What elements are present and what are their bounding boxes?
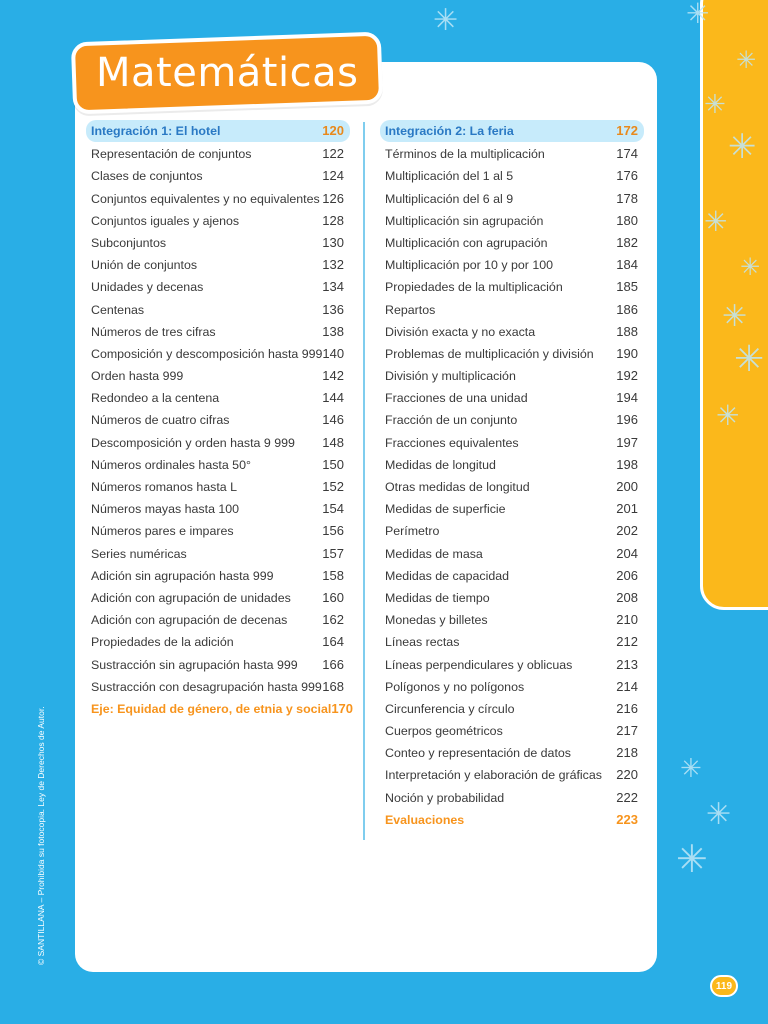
- toc-entry[interactable]: [86, 609, 350, 631]
- toc-evaluations-entry[interactable]: [380, 809, 644, 831]
- toc-entry[interactable]: [86, 654, 350, 676]
- snowflake-icon: ✳: [433, 3, 459, 38]
- toc-page: 178: [616, 190, 638, 206]
- toc-page: 222: [616, 789, 638, 805]
- toc-label: Medidas de tiempo: [385, 590, 490, 605]
- page-title: Matemáticas: [95, 50, 359, 96]
- toc-label: Evaluaciones: [385, 812, 465, 827]
- toc-entry[interactable]: [86, 365, 350, 387]
- toc-entry[interactable]: [380, 520, 644, 542]
- toc-page: 201: [616, 501, 638, 517]
- toc-label: Números romanos hasta L: [91, 480, 238, 494]
- toc-label: Orden hasta 999: [91, 369, 184, 384]
- toc-entry[interactable]: [380, 476, 644, 498]
- toc-label: Números de tres cifras: [91, 324, 216, 339]
- toc-page: 144: [322, 390, 344, 406]
- toc-page: 208: [616, 589, 638, 605]
- toc-entry[interactable]: [380, 587, 644, 609]
- toc-label: Otras medidas de longitud: [385, 480, 530, 494]
- toc-section-header[interactable]: [380, 120, 644, 142]
- toc-entry[interactable]: [380, 720, 644, 742]
- toc-page: 166: [322, 656, 344, 672]
- toc-page: 122: [322, 146, 344, 162]
- toc-page: 170: [331, 700, 354, 716]
- toc-label: Unidades y decenas: [91, 280, 204, 295]
- toc-label: Multiplicación sin agrupación: [385, 213, 544, 228]
- toc-label: Interpretación y elaboración de gráficas: [385, 768, 602, 783]
- snowflake-icon: ✳: [686, 0, 710, 30]
- title-plate: [71, 32, 383, 115]
- toc-label: Subconjuntos: [91, 235, 167, 250]
- toc-page: 212: [616, 634, 638, 650]
- toc-page: 176: [616, 168, 638, 184]
- toc-page: 198: [616, 456, 638, 472]
- toc-label: Números ordinales hasta 50°: [91, 457, 251, 472]
- toc-entry[interactable]: [86, 587, 350, 609]
- toc-entry[interactable]: [380, 742, 644, 764]
- toc-entry[interactable]: [86, 387, 350, 409]
- toc-page: 142: [322, 368, 344, 384]
- toc-entry[interactable]: [380, 654, 644, 676]
- toc-page: 184: [616, 257, 638, 273]
- toc-page: 204: [616, 545, 638, 561]
- toc-page: 216: [616, 700, 638, 716]
- toc-entry[interactable]: [86, 299, 350, 321]
- toc-entry[interactable]: [86, 565, 350, 587]
- toc-entry[interactable]: [380, 543, 644, 565]
- toc-entry[interactable]: [380, 387, 644, 409]
- toc-page: 223: [616, 811, 638, 827]
- toc-label: Circunferencia y círculo: [385, 701, 515, 716]
- toc-label: Multiplicación con agrupación: [385, 235, 548, 250]
- toc-entry[interactable]: [380, 764, 644, 786]
- toc-page: 134: [322, 279, 344, 295]
- toc-label: División exacta y no exacta: [385, 324, 536, 339]
- toc-page: 172: [616, 123, 638, 138]
- toc-page: 192: [616, 368, 638, 384]
- toc-label: Medidas de capacidad: [385, 568, 509, 583]
- toc-page: 197: [616, 434, 638, 450]
- toc-label: Líneas rectas: [385, 635, 460, 650]
- toc-page: 186: [616, 301, 638, 317]
- toc-entry[interactable]: [86, 232, 350, 254]
- toc-entry[interactable]: [380, 188, 644, 210]
- toc-page: 160: [322, 589, 344, 605]
- toc-entry[interactable]: [380, 365, 644, 387]
- toc-label: Centenas: [91, 302, 145, 317]
- toc-label: Repartos: [385, 302, 436, 317]
- toc-entry[interactable]: [380, 454, 644, 476]
- snowflake-icon: ✳: [736, 46, 757, 74]
- toc-label: Medidas de masa: [385, 546, 483, 561]
- toc-label: Descomposición y orden hasta 9 999: [91, 435, 295, 450]
- toc-page: 220: [616, 767, 638, 783]
- toc-label: Eje: Equidad de género, de etnia y social: [91, 701, 332, 716]
- toc-label: Integración 1: El hotel: [91, 124, 221, 138]
- page-number: 119: [715, 980, 733, 992]
- toc-entry[interactable]: [86, 676, 350, 698]
- toc-label: Polígonos y no polígonos: [385, 679, 525, 694]
- toc-entry[interactable]: [86, 543, 350, 565]
- toc-page: 190: [616, 345, 638, 361]
- toc-entry[interactable]: [380, 609, 644, 631]
- toc-label: Multiplicación por 10 y por 100: [385, 258, 554, 273]
- toc-label: Multiplicación del 1 al 5: [385, 169, 514, 184]
- toc-entry[interactable]: [380, 254, 644, 276]
- snowflake-icon: ✳: [716, 399, 740, 432]
- page-number-badge: [710, 975, 738, 997]
- toc-page: 210: [616, 612, 638, 628]
- toc-label: Clases de conjuntos: [91, 169, 203, 184]
- toc-entry[interactable]: [86, 409, 350, 431]
- toc-page: 218: [616, 745, 638, 761]
- toc-label: Noción y probabilidad: [385, 790, 505, 805]
- toc-page: 130: [322, 234, 344, 250]
- toc-entry[interactable]: [380, 787, 644, 809]
- toc-page: 206: [616, 567, 638, 583]
- toc-right-column: [380, 120, 644, 831]
- toc-page: 156: [322, 523, 344, 539]
- toc-label: Composición y descomposición hasta 999: [91, 346, 323, 361]
- toc-page: 194: [616, 390, 638, 406]
- toc-page: 182: [616, 234, 638, 250]
- snowflake-icon: ✳: [680, 754, 702, 784]
- toc-page: 174: [616, 146, 638, 162]
- toc-page: 128: [322, 212, 344, 228]
- column-divider: [363, 122, 365, 840]
- toc-label: Problemas de multiplicación y división: [385, 346, 594, 361]
- toc-left-column: [86, 120, 354, 720]
- toc-entry[interactable]: [380, 631, 644, 653]
- toc-entry[interactable]: [86, 432, 350, 454]
- toc-entry[interactable]: [380, 676, 644, 698]
- toc-label: División y multiplicación: [385, 369, 516, 384]
- toc-entry[interactable]: [86, 631, 350, 653]
- toc-entry[interactable]: [380, 498, 644, 520]
- toc-label: Monedas y billetes: [385, 613, 488, 628]
- toc-page: 150: [322, 456, 344, 472]
- toc-page: 162: [322, 612, 344, 628]
- toc-label: Medidas de longitud: [385, 457, 496, 472]
- toc-label: Términos de la multiplicación: [385, 147, 545, 162]
- toc-entry[interactable]: [86, 520, 350, 542]
- toc-axis-entry[interactable]: [86, 698, 354, 720]
- toc-label: Perímetro: [385, 524, 440, 539]
- toc-label: Fracciones equivalentes: [385, 435, 519, 450]
- snowflake-icon: ✳: [706, 797, 732, 832]
- toc-label: Propiedades de la multiplicación: [385, 280, 563, 295]
- toc-section-header[interactable]: [86, 120, 350, 142]
- toc-label: Adición con agrupación de decenas: [91, 613, 288, 628]
- toc-label: Unión de conjuntos: [91, 258, 198, 273]
- toc-entry[interactable]: [380, 276, 644, 298]
- toc-label: Multiplicación del 6 al 9: [385, 191, 514, 206]
- toc-page: 158: [322, 567, 344, 583]
- snowflake-icon: ✳: [722, 299, 748, 334]
- toc-page: 136: [322, 301, 344, 317]
- toc-label: Sustracción con desagrupación hasta 999: [91, 679, 322, 694]
- toc-page: 185: [616, 279, 638, 295]
- snowflake-icon: ✳: [704, 90, 726, 120]
- toc-page: 154: [322, 501, 344, 517]
- toc-entry[interactable]: [86, 343, 350, 365]
- copyright-notice: © SANTILLANA – Prohibida su fotocopia. Ley de Derechos de Autor.: [36, 706, 46, 965]
- toc-page: 148: [322, 434, 344, 450]
- toc-page: 213: [616, 656, 638, 672]
- toc-page: 140: [322, 345, 345, 361]
- toc-entry[interactable]: [380, 343, 644, 365]
- toc-entry[interactable]: [380, 143, 644, 165]
- toc-page: 188: [616, 323, 638, 339]
- toc-label: Cuerpos geométricos: [385, 724, 503, 739]
- toc-entry[interactable]: [380, 299, 644, 321]
- toc-entry[interactable]: [380, 432, 644, 454]
- toc-label: Números mayas hasta 100: [91, 502, 240, 517]
- toc-entry[interactable]: [86, 276, 350, 298]
- toc-label: Conteo y representación de datos: [385, 746, 571, 761]
- snowflake-icon: ✳: [740, 253, 761, 281]
- toc-page: 200: [616, 479, 638, 494]
- toc-label: Adición sin agrupación hasta 999: [91, 568, 274, 583]
- toc-page: 168: [322, 678, 344, 694]
- toc-page: 202: [616, 523, 638, 539]
- snowflake-icon: ✳: [734, 339, 765, 380]
- toc-page: 152: [322, 479, 344, 494]
- toc-label: Conjuntos equivalentes y no equivalentes: [91, 191, 320, 206]
- snowflake-icon: ✳: [728, 127, 757, 167]
- toc-entry[interactable]: [86, 476, 350, 498]
- toc-entry[interactable]: [380, 698, 644, 720]
- toc-entry[interactable]: [380, 409, 644, 431]
- toc-entry[interactable]: [86, 188, 350, 210]
- toc-page: 132: [322, 257, 344, 273]
- toc-page: 180: [616, 212, 638, 228]
- toc-label: Adición con agrupación de unidades: [91, 590, 291, 605]
- toc-entry[interactable]: [380, 565, 644, 587]
- toc-entry[interactable]: [86, 254, 350, 276]
- toc-entry[interactable]: [380, 210, 644, 232]
- toc-page: 138: [322, 323, 344, 339]
- toc-page: 157: [322, 545, 344, 561]
- toc-entry[interactable]: [380, 165, 644, 187]
- toc-label: Fracción de un conjunto: [385, 413, 518, 428]
- toc-page: 214: [616, 678, 638, 694]
- toc-label: Representación de conjuntos: [91, 147, 252, 162]
- toc-label: Números de cuatro cifras: [91, 413, 230, 428]
- toc-label: Fracciones de una unidad: [385, 391, 528, 406]
- toc-label: Series numéricas: [91, 546, 187, 561]
- toc-entry[interactable]: [86, 143, 350, 165]
- toc-label: Conjuntos iguales y ajenos: [91, 213, 240, 228]
- snowflake-icon: ✳: [704, 205, 728, 238]
- toc-entry[interactable]: [86, 454, 350, 476]
- toc-page: 120: [322, 123, 344, 138]
- toc-page: 124: [322, 168, 344, 184]
- toc-label: Números pares e impares: [91, 524, 234, 539]
- toc-label: Medidas de superficie: [385, 502, 506, 517]
- toc-label: Redondeo a la centena: [91, 391, 220, 406]
- toc-page: 126: [322, 190, 344, 206]
- toc-page: 217: [616, 723, 638, 739]
- toc-page: 146: [322, 412, 344, 428]
- toc-entry[interactable]: [86, 321, 350, 343]
- toc-label: Líneas perpendiculares y oblicuas: [385, 657, 573, 672]
- toc-page: 164: [322, 634, 344, 650]
- toc-label: Integración 2: La feria: [385, 124, 514, 138]
- toc-entry[interactable]: [86, 210, 350, 232]
- toc-entry[interactable]: [86, 498, 350, 520]
- toc-page: 196: [616, 412, 638, 428]
- snowflake-icon: ✳: [676, 837, 708, 881]
- toc-label: Propiedades de la adición: [91, 635, 234, 650]
- toc-entry[interactable]: [86, 165, 350, 187]
- toc-entry[interactable]: [380, 321, 644, 343]
- toc-label: Sustracción sin agrupación hasta 999: [91, 657, 298, 672]
- toc-entry[interactable]: [380, 232, 644, 254]
